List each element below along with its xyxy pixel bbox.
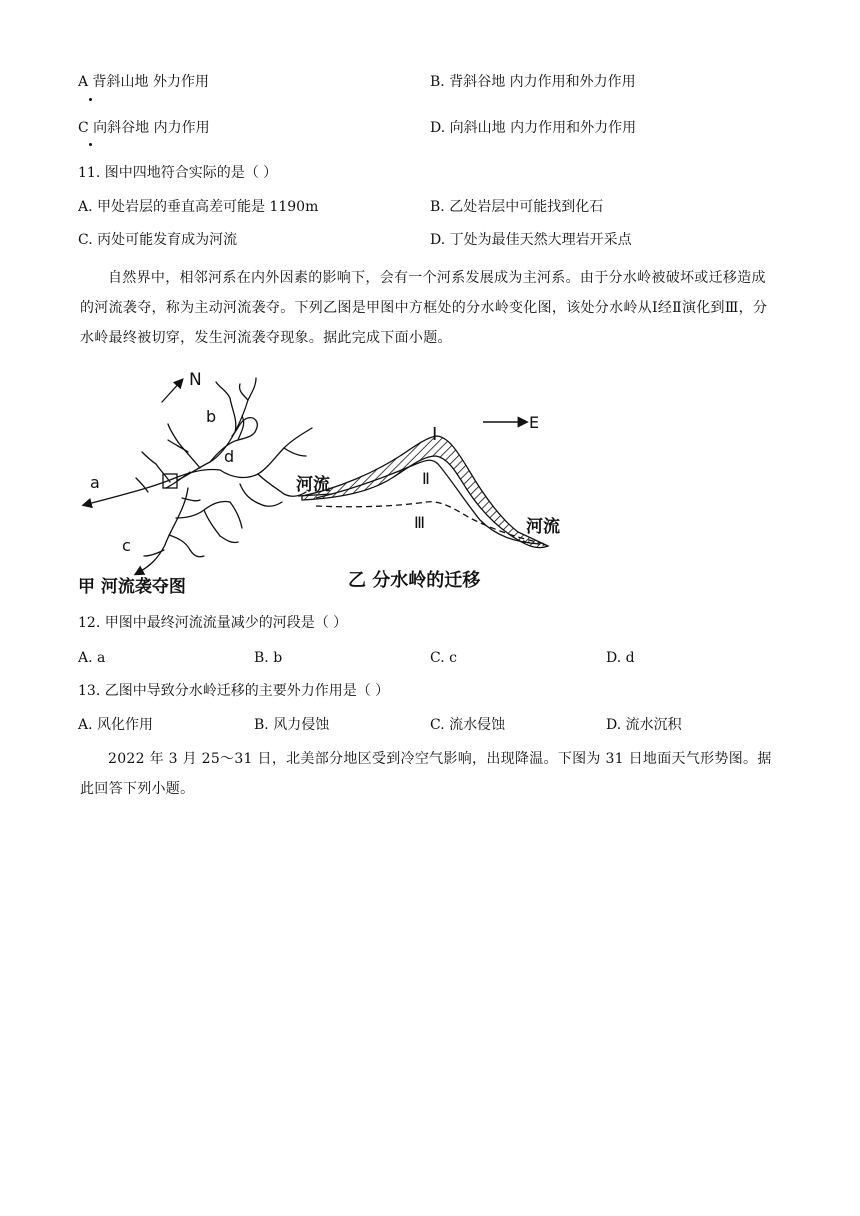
option-13d: D. 流水沉积 [606,717,682,733]
option-13c: C. 流水侵蚀 [430,717,506,733]
river-network [84,378,312,574]
question-12-stem: 12. 甲图中最终河流流量减少的河段是（ ） [78,615,348,631]
option-10a: A 背斜山地 外力作用 [78,74,210,90]
river-label-right: 河流 [526,517,560,537]
option-11d: D. 丁处为最佳天然大理岩开采点 [430,232,632,248]
emphasis-dot [89,143,92,146]
river-label-left: 河流 [296,475,330,495]
passage-north-america-weather: 2022 年 3 月 25～31 日，北美部分地区受到冷空气影响，出现降温。下图为 31 日地面天气形势图。据此回答下列小题。 [80,751,772,797]
question-11-stem: 11. 图中四地符合实际的是（ ） [78,165,278,181]
roman-I: Ⅰ [432,424,438,445]
option-10c: C 向斜谷地 内力作用 [78,120,210,136]
line-III [316,502,546,544]
option-10d: D. 向斜山地 内力作用和外力作用 [430,120,637,136]
label-a: a [90,473,100,492]
roman-III: Ⅲ [414,513,426,532]
river-capture-figure [70,360,590,600]
label-c: c [122,536,131,555]
option-12a: A. a [78,650,106,666]
passage-river-capture: 自然界中，相邻河系在内外因素的影响下，会有一个河系发展成为主河系。由于分水岭被破坏或迁移造成的河流袭夺，称为主动河流袭夺。下列乙图是甲图中方框处的分水岭变化图，该处分水岭从Ⅰ经Ⅱ演化到Ⅲ，分水岭最终被切穿，发生河流袭夺现象。据此完成下面小题。 [80,270,768,346]
north-label: N [189,370,202,390]
option-13b: B. 风力侵蚀 [254,717,330,733]
option-12c: C. c [430,650,457,666]
option-10b: B. 背斜谷地 内力作用和外力作用 [430,74,636,90]
option-11c: C. 丙处可能发育成为河流 [78,232,238,248]
label-b: b [206,407,217,426]
question-13-stem: 13. 乙图中导致分水岭迁移的主要外力作用是（ ） [78,683,390,699]
option-11a: A. 甲处岩层的垂直高差可能是 1190m [78,199,319,215]
emphasis-dot [89,98,92,101]
option-11b: B. 乙处岩层中可能找到化石 [430,199,604,215]
option-12b: B. b [254,650,283,666]
caption-yi: 乙 分水岭的迁移 [348,570,481,591]
option-12d: D. d [606,650,635,666]
roman-II: Ⅱ [422,469,430,488]
caption-jia: 甲 河流袭夺图 [78,577,186,597]
option-13a: A. 风化作用 [78,717,154,733]
east-label: E [529,413,540,432]
label-d: d [224,447,235,466]
